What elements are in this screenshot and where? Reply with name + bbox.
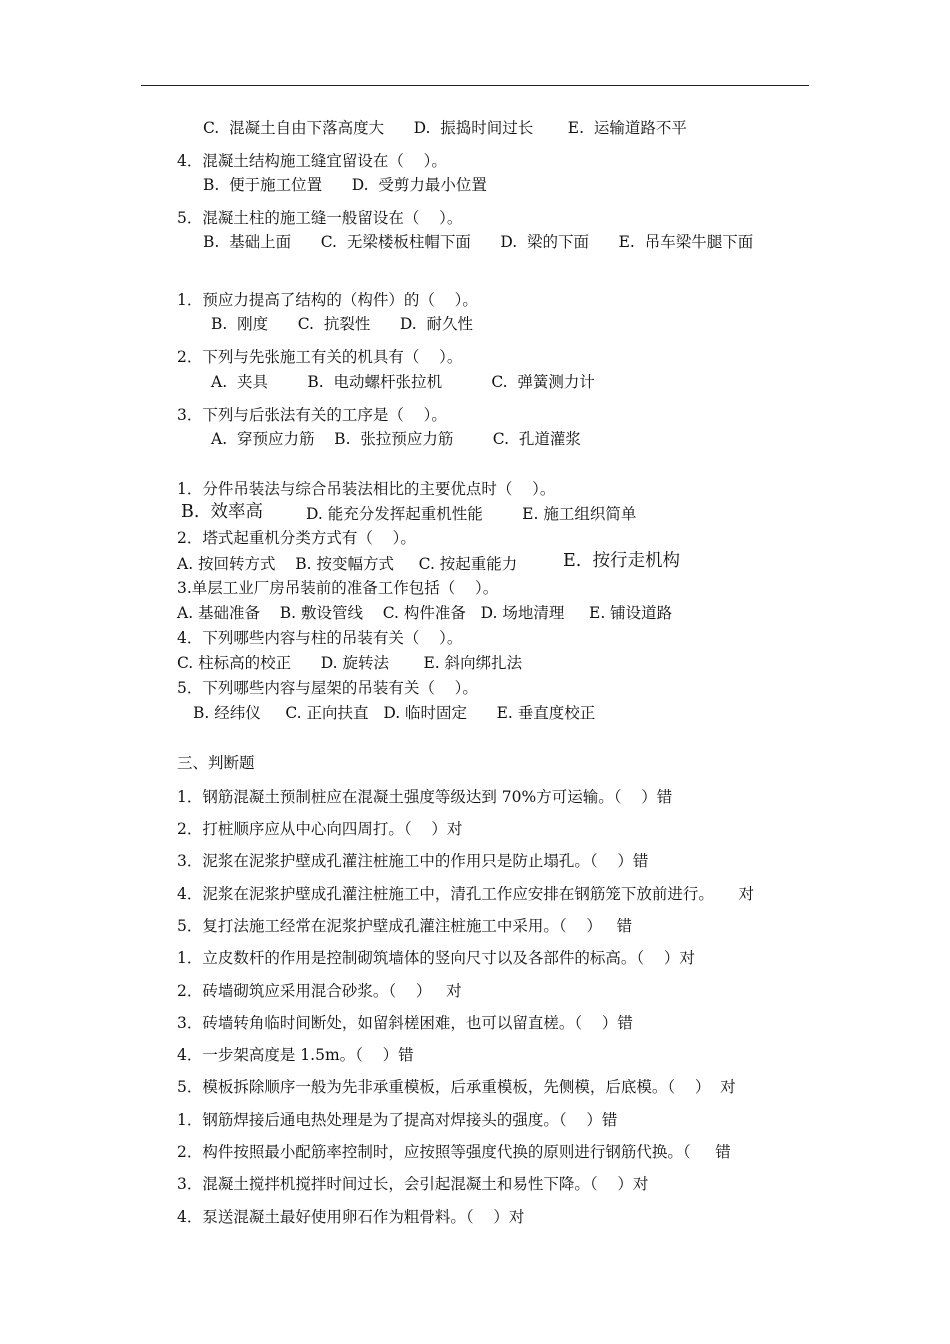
question-text: 3．下列与后张法有关的工序是（ ）。 (177, 406, 447, 424)
question-text: 5．下列哪些内容与屋架的吊装有关（ ）。 (177, 679, 478, 697)
option-line: E. 按行走机构 (563, 551, 680, 571)
question-text: 3.单层工业厂房吊装前的准备工作包括（ ）。 (177, 579, 499, 597)
option-line: D. 能充分发挥起重机性能 E. 施工组织简单 (306, 505, 637, 523)
judgement-item: 3．泥浆在泥浆护壁成孔灌注桩施工中的作用只是防止塌孔。（ ）错 (177, 852, 649, 870)
option-line: A. 按回转方式 B. 按变幅方式 C. 按起重能力 (177, 555, 518, 573)
option-line: B. 效率高 (181, 502, 264, 522)
judgement-item: 2．构件按照最小配筋率控制时，应按照等强度代换的原则进行钢筋代换。（ 错 (177, 1143, 731, 1161)
judgement-item: 4．泵送混凝土最好使用卵石作为粗骨料。（ ）对 (177, 1208, 525, 1226)
question-text: 4．混凝土结构施工缝宜留设在（ ）。 (177, 152, 447, 170)
option-line: B. 基础上面 C. 无梁楼板柱帽下面 D. 梁的下面 E. 吊车梁牛腿下面 (203, 233, 754, 251)
question-text: 1．分件吊装法与综合吊装法相比的主要优点时（ ）。 (177, 480, 556, 498)
judgement-item: 1．立皮数杆的作用是控制砌筑墙体的竖向尺寸以及各部件的标高。（ ）对 (177, 949, 695, 967)
option-line: A. 夹具 B. 电动螺杆张拉机 C. 弹簧测力计 (211, 373, 595, 391)
question-text: 1．预应力提高了结构的（构件）的（ ）。 (177, 291, 478, 309)
option-line: C. 柱标高的校正 D. 旋转法 E. 斜向绑扎法 (177, 654, 523, 672)
option-line: B. 便于施工位置 D. 受剪力最小位置 (203, 176, 487, 194)
judgement-item: 3．混凝土搅拌机搅拌时间过长，会引起混凝土和易性下降。（ ）对 (177, 1175, 649, 1193)
judgement-item: 2．砖墙砌筑应采用混合砂浆。（ ） 对 (177, 982, 462, 1000)
judgement-item: 2．打桩顺序应从中心向四周打。（ ）对 (177, 820, 463, 838)
judgement-item: 1．钢筋焊接后通电热处理是为了提高对焊接头的强度。（ ）错 (177, 1111, 618, 1129)
header-rule (141, 85, 809, 86)
question-text: 5．混凝土柱的施工缝一般留设在（ ）。 (177, 209, 463, 227)
section-heading: 三、判断题 (177, 754, 255, 772)
option-line: B. 刚度 C. 抗裂性 D. 耐久性 (211, 315, 474, 333)
option-line: A. 基础准备 B. 敷设管线 C. 构件准备 D. 场地清理 E. 铺设道路 (177, 604, 673, 622)
judgement-item: 5．模板拆除顺序一般为先非承重模板，后承重模板，先侧模，后底模。（ ） 对 (177, 1078, 736, 1096)
option-line: C. 混凝土自由下落高度大 D. 振捣时间过长 E. 运输道路不平 (203, 119, 687, 137)
option-line: A. 穿预应力筋 B. 张拉预应力筋 C. 孔道灌浆 (211, 430, 581, 448)
judgement-item: 1．钢筋混凝土预制桩应在混凝土强度等级达到 70%方可运输。（ ）错 (177, 788, 673, 806)
question-text: 4．下列哪些内容与柱的吊装有关（ ）。 (177, 629, 463, 647)
judgement-item: 4．泥浆在泥浆护壁成孔灌注桩施工中，清孔工作应安排在钢筋笼下放前进行。 对 (177, 885, 754, 903)
option-line: B. 经纬仪 C. 正向扶直 D. 临时固定 E. 垂直度校正 (193, 704, 596, 722)
question-text: 2．塔式起重机分类方式有（ ）。 (177, 529, 416, 547)
judgement-item: 5．复打法施工经常在泥浆护壁成孔灌注桩施工中采用。（ ） 错 (177, 917, 633, 935)
judgement-item: 4．一步架高度是 1.5m。（ ）错 (177, 1046, 414, 1064)
question-text: 2．下列与先张施工有关的机具有（ ）。 (177, 348, 463, 366)
judgement-item: 3．砖墙转角临时间断处，如留斜槎困难，也可以留直槎。（ ）错 (177, 1014, 633, 1032)
